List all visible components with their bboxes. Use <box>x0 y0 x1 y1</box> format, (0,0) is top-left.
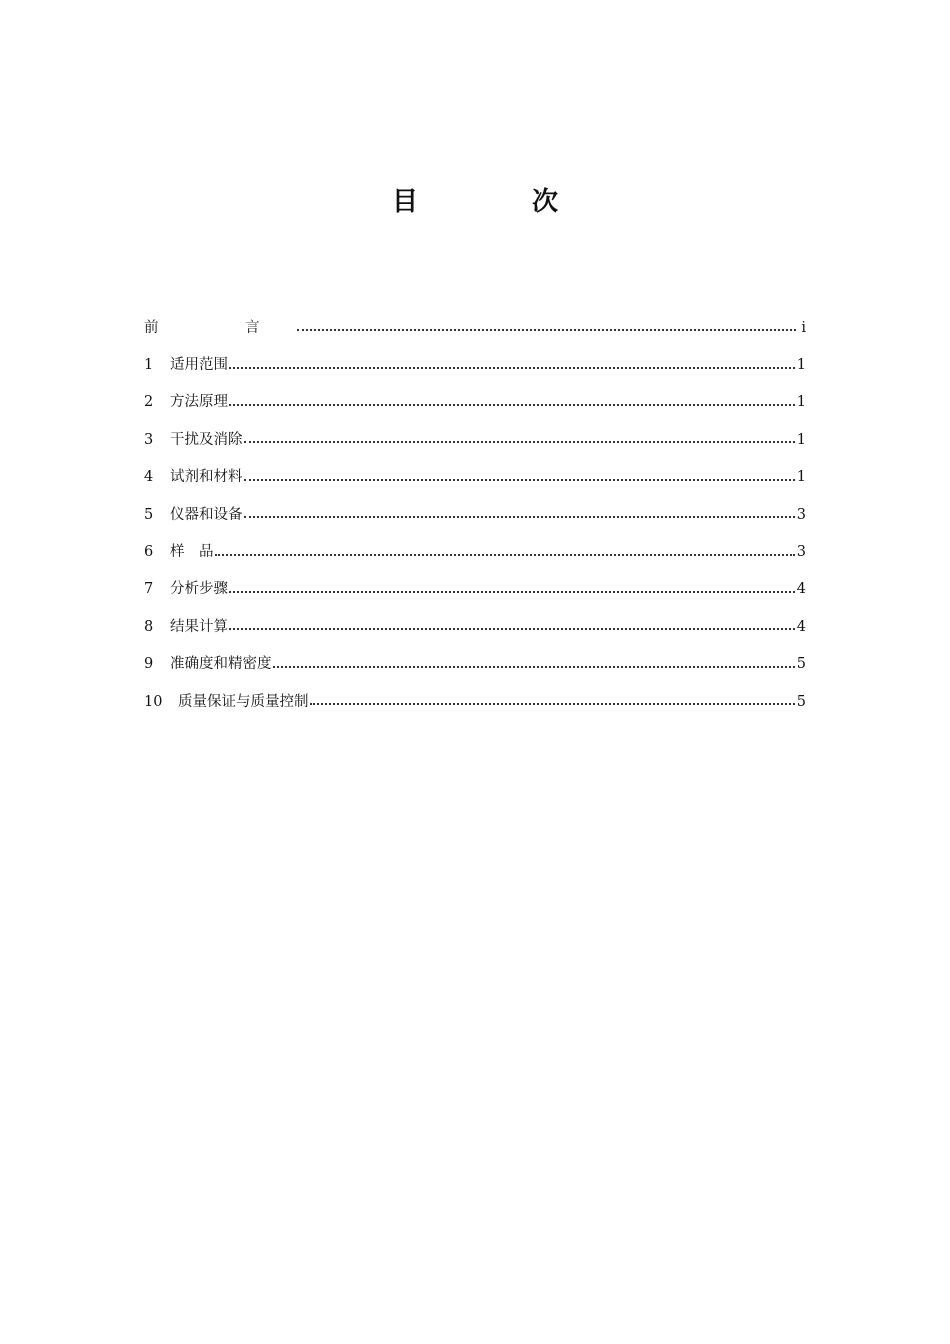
toc-entry-6[interactable] <box>144 533 806 570</box>
toc-entry-label: 分析步骤 <box>170 581 228 598</box>
toc-entry-number: 8 <box>144 618 154 635</box>
toc-entry-number: 3 <box>144 431 154 448</box>
toc-entry-7[interactable] <box>144 571 806 608</box>
toc-leader-dots <box>229 627 795 630</box>
toc-entry-label: 试剂和材料 <box>170 469 243 486</box>
table-of-contents <box>144 309 806 720</box>
toc-entry-3[interactable] <box>144 421 806 458</box>
toc-entry-10[interactable] <box>144 683 806 720</box>
toc-leader-dots <box>297 328 797 331</box>
toc-entry-page: 1 <box>796 394 806 411</box>
toc-leader-dots <box>229 403 795 406</box>
toc-entry-page: i <box>801 319 806 336</box>
page-title: 目 次 <box>391 187 602 217</box>
toc-leader-dots <box>244 478 795 481</box>
toc-entry-label: 仪器和设备 <box>170 506 243 523</box>
toc-entry-8[interactable] <box>144 608 806 645</box>
toc-entry-1[interactable] <box>144 346 806 383</box>
toc-entry-5[interactable] <box>144 496 806 533</box>
toc-entry-page: 1 <box>796 469 806 486</box>
toc-entry-number: 10 <box>144 693 163 710</box>
toc-entry-label: 质量保证与质量控制 <box>178 693 309 710</box>
toc-entry-2[interactable] <box>144 384 806 421</box>
toc-entry-number: 7 <box>144 581 154 598</box>
toc-entry-label: 样 品 <box>170 544 214 561</box>
toc-entry-label: 方法原理 <box>170 394 228 411</box>
toc-entry-label: 准确度和精密度 <box>170 656 272 673</box>
toc-leader-dots <box>244 515 795 518</box>
toc-leader-dots <box>229 590 795 593</box>
toc-entry-4[interactable] <box>144 459 806 496</box>
toc-leader-dots <box>310 702 795 705</box>
toc-entry-page: 4 <box>796 581 806 598</box>
toc-entry-page: 1 <box>796 357 806 374</box>
toc-entry-number: 5 <box>144 506 154 523</box>
toc-entry-page: 5 <box>796 693 806 710</box>
toc-entry-number: 9 <box>144 656 154 673</box>
toc-entry-page: 4 <box>796 618 806 635</box>
toc-entry-9[interactable] <box>144 646 806 683</box>
toc-entry-page: 5 <box>796 656 806 673</box>
toc-entry-number: 4 <box>144 469 154 486</box>
toc-leader-dots <box>229 366 795 369</box>
toc-leader-dots <box>215 553 795 556</box>
toc-entry-page: 3 <box>796 544 806 561</box>
toc-entry-label: 干扰及消除 <box>170 431 243 448</box>
toc-entry-foreword[interactable] <box>144 309 806 346</box>
toc-entry-number: 1 <box>144 357 154 374</box>
toc-entry-page: 1 <box>796 431 806 448</box>
toc-leader-dots <box>273 665 795 668</box>
toc-leader-dots <box>244 440 795 443</box>
toc-entry-label: 结果计算 <box>170 618 228 635</box>
toc-entry-label: 适用范围 <box>170 357 228 374</box>
toc-entry-page: 3 <box>796 506 806 523</box>
toc-entry-number: 6 <box>144 544 154 561</box>
toc-entry-label: 前 言 <box>144 319 296 336</box>
toc-entry-number: 2 <box>144 394 154 411</box>
